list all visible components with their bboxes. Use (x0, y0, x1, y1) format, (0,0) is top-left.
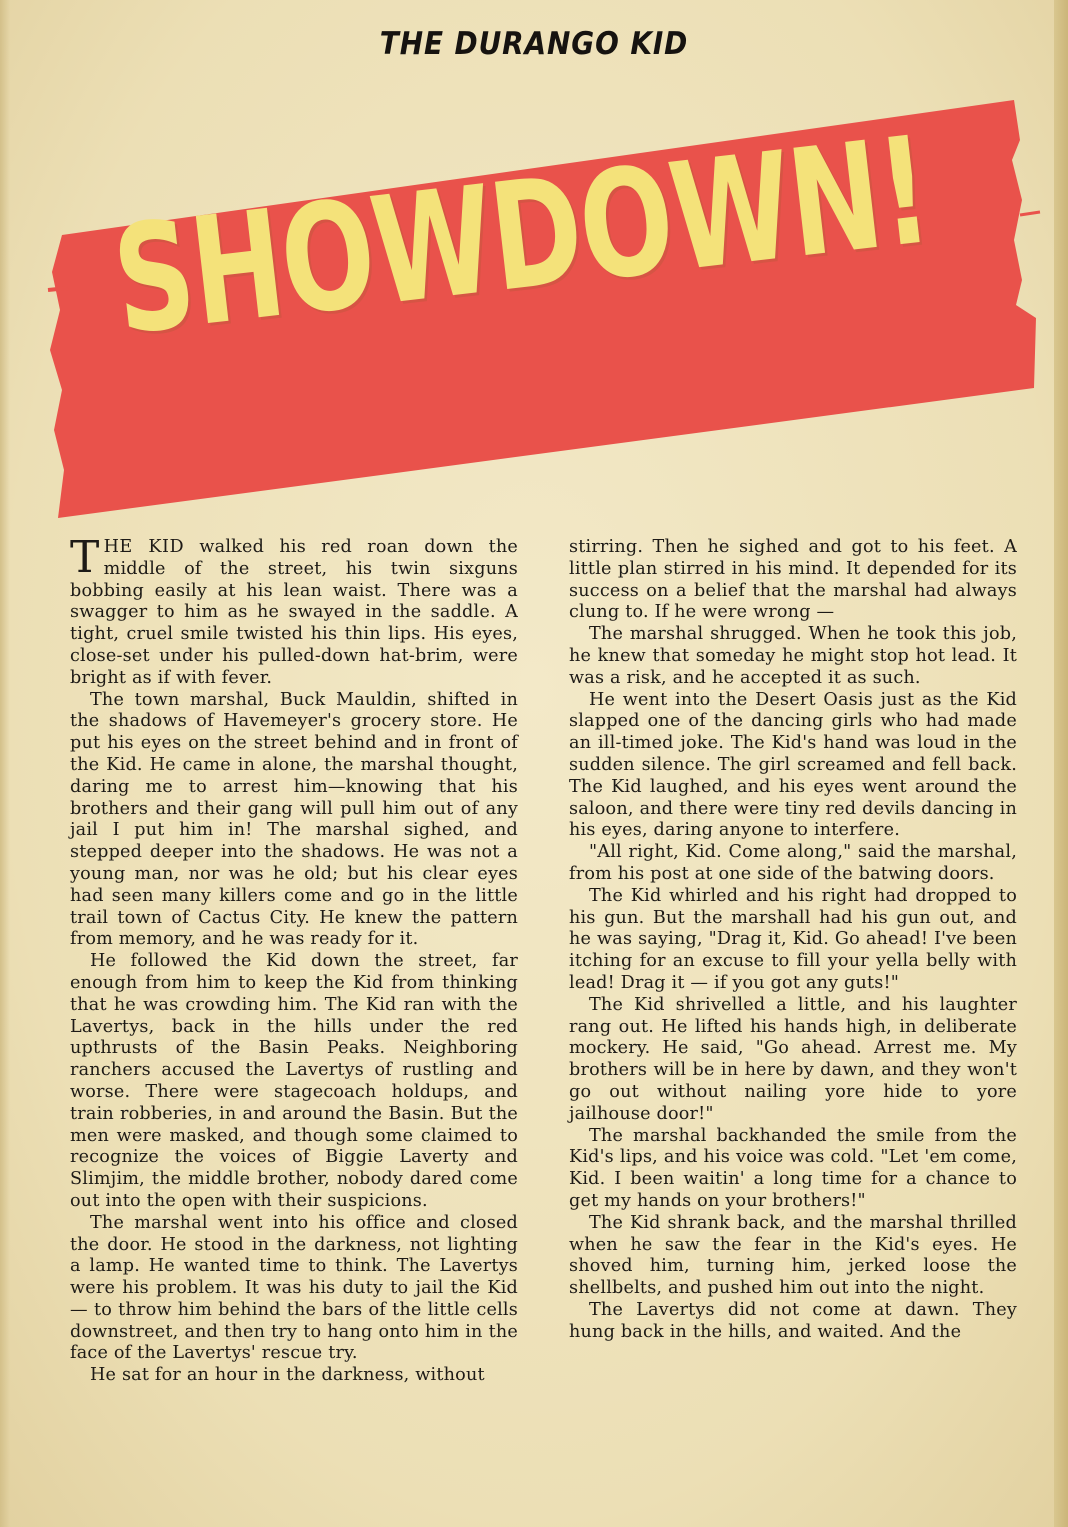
opening-words: HE KID (103, 537, 185, 557)
story-paragraph (70, 532, 518, 690)
story-column-right (569, 537, 1017, 1343)
story-paragraph: He went into the Desert Oasis just as the Kid slapped one of the dancing girls who had made an ill-timed joke. The Kid's hand was loud in the sudden silence. The girl screamed and fell back. The Kid laughed, and his eyes went around the saloon, and there were tiny red devils dancing in his eyes, daring anyone to interfere. (569, 689, 1017, 841)
story-paragraph: The Kid shrank back, and the marshal thrilled when he saw the fear in the Kid's eyes. He shoved him, turning him, jerked loose the shellbelts, and pushed him out into the night. (569, 1212, 1017, 1299)
paragraph-text: walked his red roan down the middle of the street, his twin sixguns bobbing easily at his lean waist. There was a swagger to him as he swayed in the saddle. A tight, cruel smile twisted his thin lips. His eyes, close-set under his pulled-down hat-brim, were bright as if with fever. (70, 537, 518, 688)
story-title: SHOWDOWN! (105, 104, 938, 368)
running-header: THE DURANGO KID (379, 26, 689, 62)
story-paragraph: "All right, Kid. Come along," said the marshal, from his post at one side of the batwing doors. (569, 842, 1017, 884)
drop-cap: T (70, 532, 100, 583)
story-paragraph: The marshal shrugged. When he took this job, he knew that someday he might stop hot lead. It was a risk, and he accepted it as such. (569, 624, 1017, 688)
story-paragraph: He sat for an hour in the darkness, without (90, 1365, 485, 1386)
story-paragraph: He followed the Kid down the street, far enough from him to keep the Kid from thinking that he was crowding him. The Kid ran with the Lavertys, back in the hills under the red upthrusts of the Basin Peaks. Neighboring ranchers accused the Lavertys of rustling and worse. There were stagecoach holdups, and train robberies, in and around the Basin. But the men were masked, and though some claimed to recognize the voices of Biggie Laverty and Slimjim, the middle brother, nobody dared come out into the open with their suspicions. (70, 951, 518, 1211)
story-paragraph: The town marshal, Buck Mauldin, shifted in the shadows of Havemeyer's grocery store. He put his eyes on the street behind and in front of the Kid. He came in alone, the marshal thought, daring me to arrest him—knowing that his brothers and their gang will pull him out of any jail I put him in! The marshal sighed, and stepped deeper into the shadows. He was not a young man, nor was he old; but his clear eyes had seen many killers come and go in the little trail town of Cactus City. He knew the pattern from memory, and he was ready for it. (70, 689, 518, 950)
story-paragraph: The marshal went into his office and closed the door. He stood in the darkness, not lighting a lamp. He wanted time to think. The Lavertys were his problem. It was his duty to jail the Kid — to throw him behind the bars of the little cells downstreet, and then try to hang onto him in the face of the Lavertys' rescue try. (70, 1212, 518, 1364)
story-paragraph: stirring. Then he sighed and got to his feet. A little plan stirred in his mind. It depended for its success on a belief that the marshal had always clung to. If he were wrong — (569, 537, 1017, 623)
story-column-left (70, 532, 518, 1387)
story-paragraph: The marshal backhanded the smile from the Kid's lips, and his voice was cold. "Let 'em come, Kid. I been waitin' a long time for a chance to get my hands on your brothers!" (569, 1125, 1017, 1211)
story-paragraph: The Lavertys did not come at dawn. They hung back in the hills, and waited. And the (569, 1299, 1017, 1342)
story-paragraph: The Kid shrivelled a little, and his laughter rang out. He lifted his hands high, in deliberate mockery. He said, "Go ahead. Arrest me. My brothers will be in here by dawn, and they won't go out without nailing yore hide to yore jailhouse door!" (569, 994, 1017, 1124)
story-paragraph: The Kid whirled and his right had dropped to his gun. But the marshall had his gun out, and he was saying, "Drag it, Kid. Go ahead! I've been itching for an excuse to fill your yella belly with lead! Drag it — if you got any guts!" (569, 885, 1017, 993)
